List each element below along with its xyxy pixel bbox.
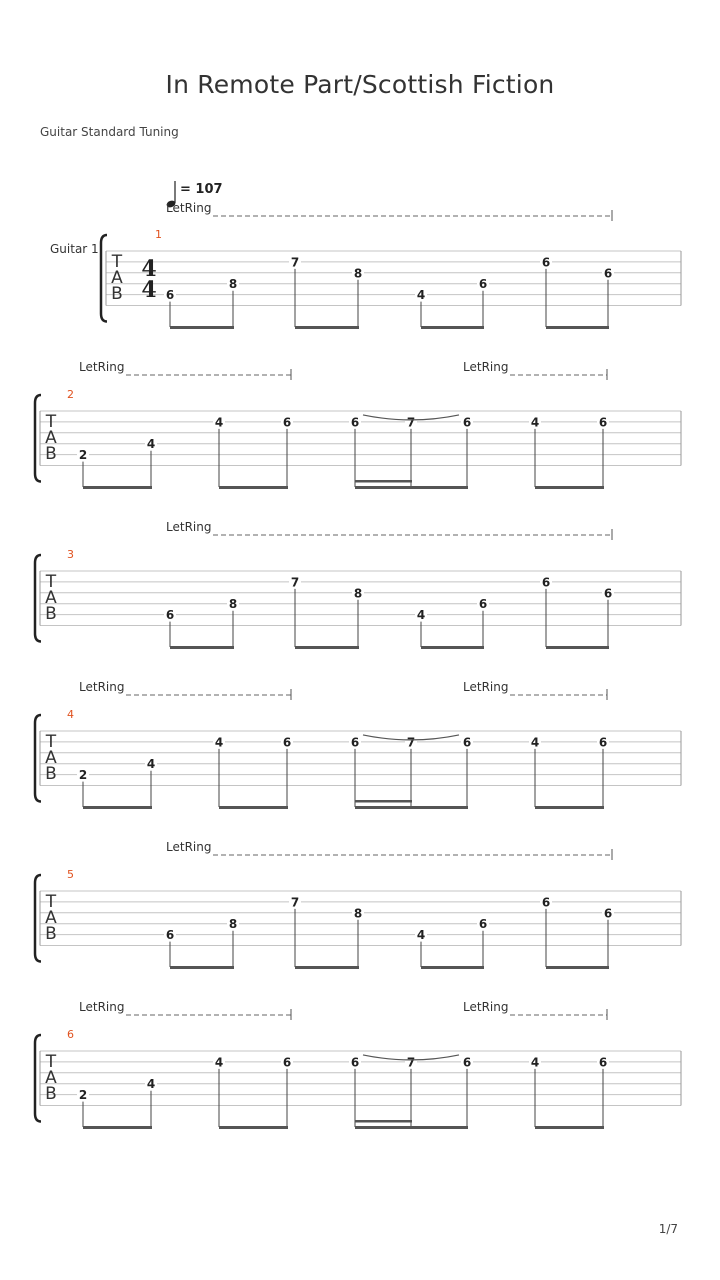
beam [295,966,359,969]
beam [170,966,234,969]
fret-number: 6 [282,735,292,750]
beam [83,486,152,489]
fret-number: 6 [603,266,613,281]
tab-clef-letter-a: A [45,908,57,928]
tab-clef-letter-a: A [111,268,123,288]
fret-number: 8 [228,277,238,292]
beam [355,486,468,489]
fret-number: 6 [462,735,472,750]
fret-number: 4 [416,928,426,943]
tab-clef-letter-b: B [45,1084,57,1104]
beam [83,1126,152,1129]
fret-number: 4 [530,735,540,750]
tab-clef-letter-b: B [45,444,57,464]
track-name: Guitar 1 [50,242,99,256]
let-ring-label: LetRing [166,201,212,215]
fret-number: 4 [214,415,224,430]
let-ring-label: LetRing [79,360,125,374]
tab-clef-letter-a: A [45,428,57,448]
fret-number: 6 [478,917,488,932]
beam [355,806,468,809]
tab-clef-letter-t: T [45,892,57,912]
fret-number: 4 [416,608,426,623]
let-ring-label: LetRing [463,1000,509,1014]
tab-clef-letter-b: B [45,604,57,624]
page-number: 1/7 [658,1222,678,1236]
fret-number: 4 [146,757,156,772]
fret-number: 6 [598,735,608,750]
beam-secondary [355,1120,412,1123]
fret-number: 6 [478,277,488,292]
fret-number: 6 [282,415,292,430]
let-ring-label: LetRing [79,1000,125,1014]
fret-number: 6 [165,928,175,943]
fret-number: 6 [541,575,551,590]
beam [355,1126,468,1129]
fret-number: 6 [350,735,360,750]
beam [219,486,288,489]
beam [546,326,609,329]
tuning-label: Guitar Standard Tuning [40,125,179,139]
fret-number: 6 [462,415,472,430]
beam [421,966,484,969]
fret-number: 4 [416,288,426,303]
beam [295,646,359,649]
tab-clef-letter-b: B [45,764,57,784]
fret-number: 7 [290,255,300,270]
tab-clef-letter-a: A [45,748,57,768]
fret-number: 4 [146,437,156,452]
fret-number: 6 [165,608,175,623]
tab-clef-letter-t: T [45,1052,57,1072]
fret-number: 8 [353,906,363,921]
beam [295,326,359,329]
measure-number: 6 [67,1028,74,1041]
beam [546,646,609,649]
fret-number: 2 [78,1088,88,1103]
fret-number: 6 [350,415,360,430]
fret-number: 8 [228,597,238,612]
tab-clef-letter-b: B [45,924,57,944]
measure-number: 3 [67,548,74,561]
fret-number: 6 [462,1055,472,1070]
measure-number: 2 [67,388,74,401]
fret-number: 8 [228,917,238,932]
fret-number: 6 [603,906,613,921]
fret-number: 6 [603,586,613,601]
fret-number: 6 [350,1055,360,1070]
tab-system-3 [35,520,681,649]
beam [535,806,604,809]
fret-number: 7 [290,895,300,910]
measure-number: 4 [67,708,74,721]
tab-clef-letter-t: T [45,572,57,592]
tab-clef-letter-t: T [45,412,57,432]
fret-number: 8 [353,266,363,281]
fret-number: 7 [406,415,416,430]
let-ring-label: LetRing [463,680,509,694]
fret-number: 6 [598,1055,608,1070]
beam-secondary [355,480,412,483]
beam [421,646,484,649]
fret-number: 4 [530,1055,540,1070]
beam [170,326,234,329]
beam [546,966,609,969]
beam [83,806,152,809]
tab-system-1 [50,181,681,329]
measure-number: 5 [67,868,74,881]
fret-number: 4 [146,1077,156,1092]
beam-secondary [355,800,412,803]
let-ring-label: LetRing [79,680,125,694]
beam [170,646,234,649]
let-ring-label: LetRing [166,840,212,854]
beam [219,806,288,809]
tab-clef-letter-t: T [45,732,57,752]
fret-number: 6 [541,895,551,910]
fret-number: 7 [290,575,300,590]
beam [421,326,484,329]
fret-number: 8 [353,586,363,601]
fret-number: 7 [406,1055,416,1070]
fret-number: 6 [282,1055,292,1070]
tab-clef-letter-b: B [111,284,123,304]
fret-number: 4 [214,735,224,750]
beam [535,486,604,489]
score-title: In Remote Part/Scottish Fiction [165,70,555,99]
time-signature-top: 4 [141,256,157,282]
beam [535,1126,604,1129]
fret-number: 4 [530,415,540,430]
tempo-marking: = 107 [180,182,223,197]
tab-clef-letter-t: T [111,252,123,272]
fret-number: 6 [598,415,608,430]
tab-clef-letter-a: A [45,588,57,608]
let-ring-label: LetRing [463,360,509,374]
let-ring-label: LetRing [166,520,212,534]
beam [219,1126,288,1129]
tab-system-2 [35,360,681,489]
tab-system-6 [35,1000,681,1129]
measure-number: 1 [155,228,162,241]
tab-clef-letter-a: A [45,1068,57,1088]
fret-number: 2 [78,448,88,463]
fret-number: 6 [541,255,551,270]
fret-number: 2 [78,768,88,783]
fret-number: 7 [406,735,416,750]
fret-number: 4 [214,1055,224,1070]
time-signature-bottom: 4 [141,277,157,303]
fret-number: 6 [478,597,488,612]
tab-system-5 [35,840,681,969]
tab-system-4 [35,680,681,809]
fret-number: 6 [165,288,175,303]
